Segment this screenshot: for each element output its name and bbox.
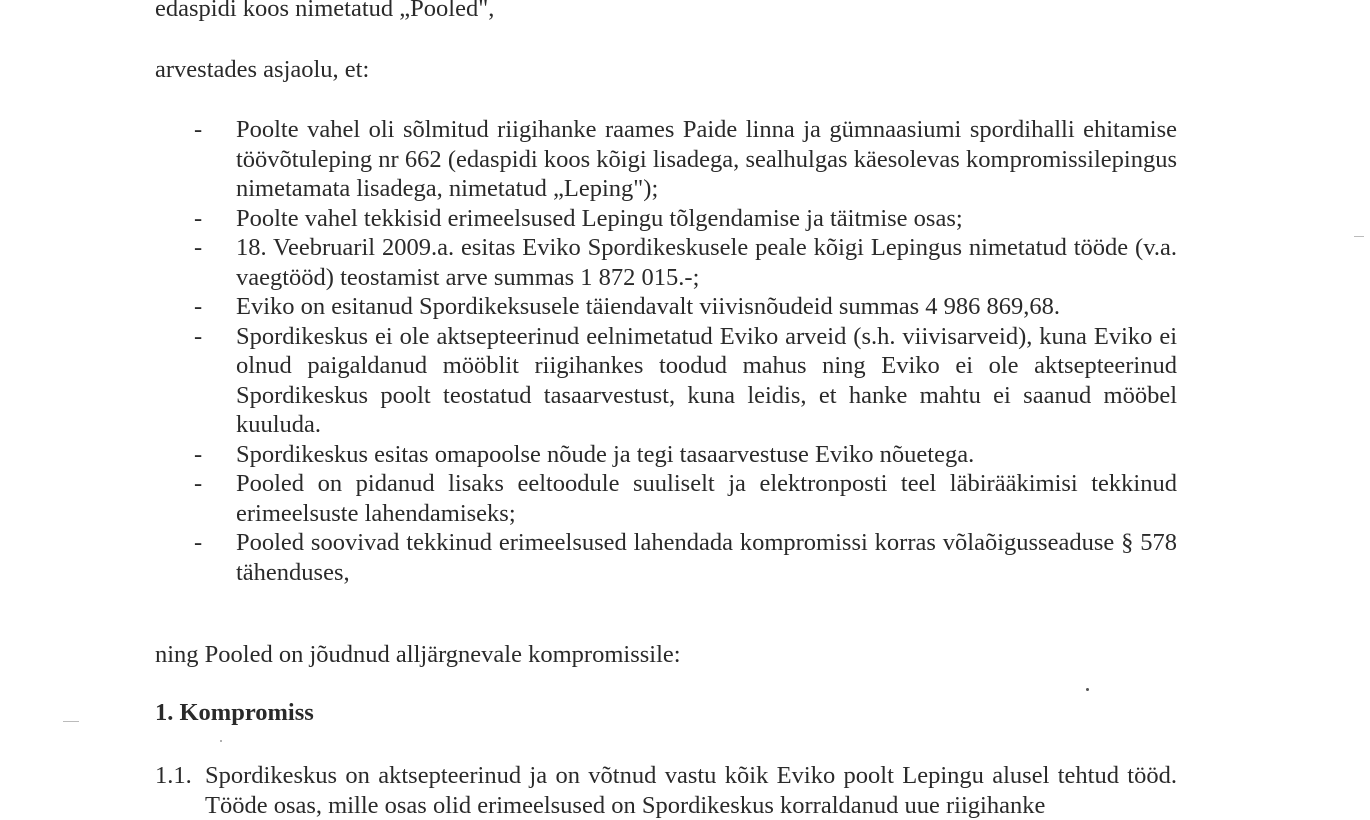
bullet-text: Poolte vahel oli sõlmitud riigihanke raames Paide linna ja gümnaasiumi spordihalli ehitamise töövõtuleping nr 662 (edaspidi koos kõigi lisadega, sealhulgas käesolevas kompromissilepingus nimetamata lisadega, nimetatud „Leping"); xyxy=(236,116,1177,202)
scan-mark xyxy=(1354,236,1364,237)
scan-speck xyxy=(1086,688,1089,691)
list-item xyxy=(192,233,1177,292)
clause-1-1 xyxy=(155,761,1177,820)
scan-mark xyxy=(63,721,79,722)
conclusion-text: ning Pooled on jõudnud alljärgnevale kompromissile: xyxy=(155,641,681,668)
list-item xyxy=(192,292,1177,322)
list-item xyxy=(192,322,1177,440)
bullet-text: Poolte vahel tekkisid erimeelsused Lepingu tõlgendamise ja täitmise osas; xyxy=(236,204,963,232)
clause-number: 1.1. xyxy=(155,762,192,789)
bullet-text: 18. Veebruaril 2009.a. esitas Eviko Spordikeskusele peale kõigi Lepingus nimetatud tööde (v.a. vaegtööd) teostamist arve summas 1 872 015.-; xyxy=(236,234,1177,291)
bullet-text: Eviko on esitanud Spordikeksusele täiendavalt viivisnõudeid summas 4 986 869,68. xyxy=(236,293,1061,320)
clause-text: Spordikeskus on aktsepteerinud ja on võtnud vastu kõik Eviko poolt Lepingu alusel tehtud tööd. Tööde osas, mille osas olid erimeelsused on Spordikeskus korraldanud uue riigihanke xyxy=(205,762,1177,819)
bullet-marker: - xyxy=(194,529,203,556)
bullet-text: Spordikeskus ei ole aktsepteerinud eelnimetatud Eviko arveid (s.h. viivisarveid), kuna Eviko ei olnud paigaldanud mööblit riigihankes toodud mahus ning Eviko ei ole aktsepteerinud Spordikeskus poolt teostatud tasaarvestust, kuna leidis, et hanke mahtu ei saanud mööbel kuuluda. xyxy=(236,322,1177,438)
bullet-marker: - xyxy=(194,234,203,261)
bullet-text: Spordikeskus esitas omapoolse nõude ja tegi tasaarvestuse Eviko nõuetega. xyxy=(236,440,975,468)
bullet-marker: - xyxy=(194,293,203,320)
top-line-text: edaspidi koos nimetatud „Pooled", xyxy=(155,0,495,22)
bullet-text: Pooled soovivad tekkinud erimeelsused lahendada kompromissi korras võlaõigusseaduse § 578 tähenduses, xyxy=(236,529,1177,586)
bullet-marker: - xyxy=(194,322,203,350)
bullet-marker: - xyxy=(194,116,203,143)
bullet-marker: - xyxy=(194,470,203,497)
section-heading: 1. Kompromiss xyxy=(155,699,314,726)
scan-speck xyxy=(220,740,222,742)
bullet-marker: - xyxy=(194,204,203,232)
bullet-marker: - xyxy=(194,440,203,468)
list-item xyxy=(192,115,1177,204)
list-item xyxy=(192,528,1177,587)
list-item xyxy=(192,204,1177,234)
list-item xyxy=(192,469,1177,528)
bullet-list xyxy=(192,115,1177,587)
list-item xyxy=(192,440,1177,470)
bullet-text: Pooled on pidanud lisaks eeltoodule suuliselt ja elektronposti teel läbirääkimisi tekkinud erimeelsuste lahendamiseks; xyxy=(236,470,1177,527)
intro-text: arvestades asjaolu, et: xyxy=(155,56,370,83)
